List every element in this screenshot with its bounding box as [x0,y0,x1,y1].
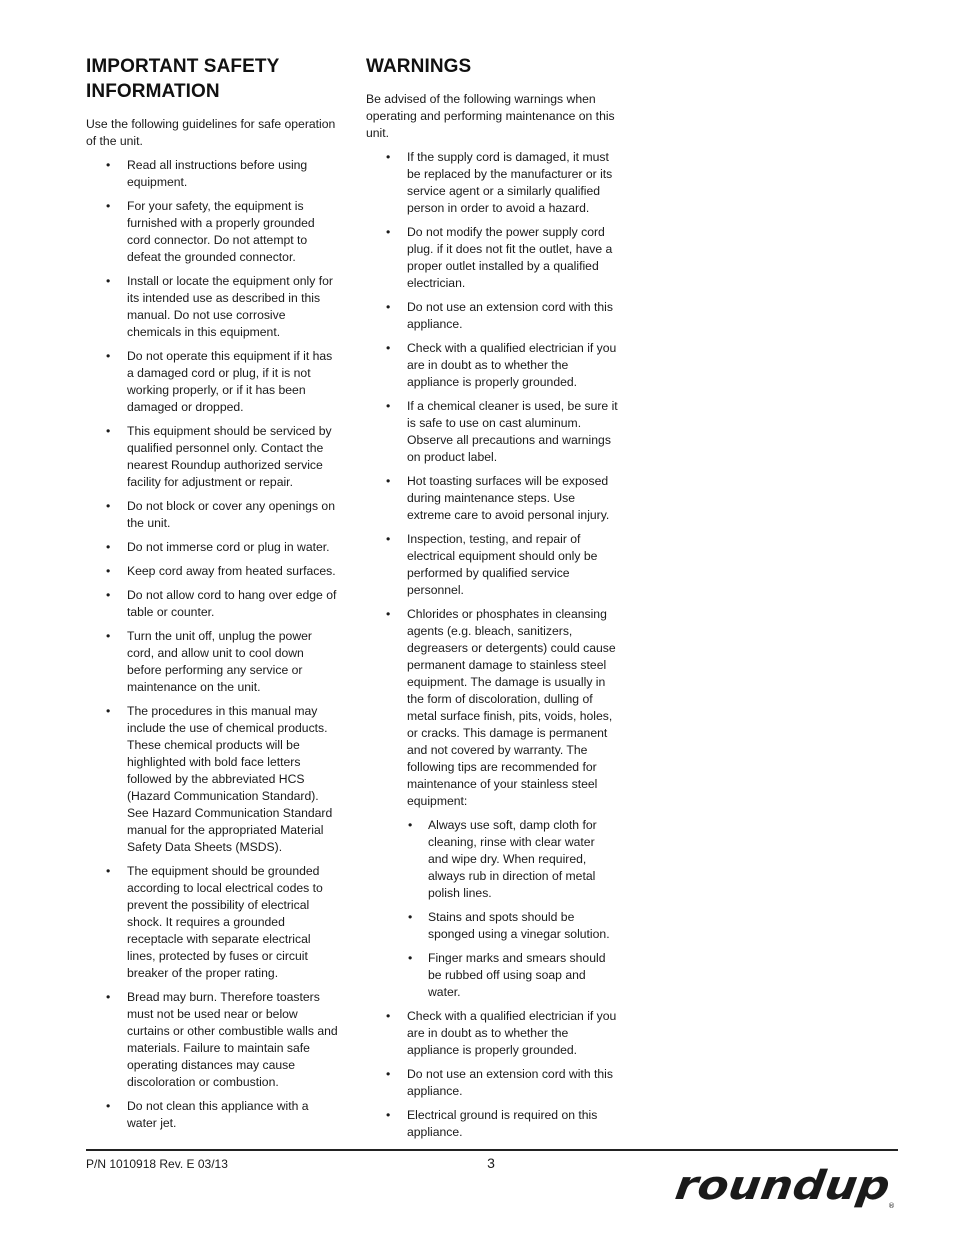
list-item: • Inspection, testing, and repair of electrical equipment should only be performed by qualified service personnel. [366,531,618,599]
logo-wordmark: roundup [672,1163,869,1209]
list-item: • Electrical ground is required on this appliance. [366,1107,618,1141]
list-item: • This equipment should be serviced by qualified personnel only. Contact the nearest Roundup authorized service facility for adjustment or repair. [86,423,338,491]
safety-list [86,157,338,1132]
list-item: • Hot toasting surfaces will be exposed during maintenance steps. Use extreme care to avoid personal injury. [366,473,618,524]
list-item: • Read all instructions before using equipment. [86,157,338,191]
list-item: • Install or locate the equipment only for its intended use as described in this manual. Do not use corrosive chemicals in this equipment. [86,273,338,341]
right-column [366,54,618,1148]
warnings-list [366,149,618,1141]
list-item: • For your safety, the equipment is furnished with a properly grounded cord connector. Do not attempt to defeat the grounded connector. [86,198,338,266]
list-item: • Do not use an extension cord with this appliance. [366,299,618,333]
footer-divider [86,1149,898,1151]
logo-registered-mark: ® [888,1202,895,1210]
list-item: • Keep cord away from heated surfaces. [86,563,338,580]
list-item: • The procedures in this manual may include the use of chemical products. These chemical products will be highlighted with bold face letters followed by the abbreviated HCS (Hazard Communication Standard). See Hazard Communication Standard manual for the appropriated Material Safety Data Sheets (MSDS). [86,703,338,856]
list-item: • Do not immerse cord or plug in water. [86,539,338,556]
left-column [86,54,338,1139]
safety-heading: IMPORTANT SAFETY INFORMATION [86,56,280,102]
list-item: • Check with a qualified electrician if you are in doubt as to whether the appliance is properly grounded. [366,1008,618,1059]
list-item: • Do not clean this appliance with a water jet. [86,1098,338,1132]
list-item: • Check with a qualified electrician if you are in doubt as to whether the appliance is properly grounded. [366,340,618,391]
list-item: • Do not use an extension cord with this appliance. [366,1066,618,1100]
list-item: • Do not modify the power supply cord plug. if it does not fit the outlet, have a proper outlet installed by a qualified electrician. [366,224,618,292]
list-item: • Do not operate this equipment if it has a damaged cord or plug, if it is not working properly, or if it has been damaged or dropped. [86,348,338,416]
list-item: • Do not allow cord to hang over edge of table or counter. [86,587,338,621]
list-item-stainless [366,606,618,1001]
safety-intro: Use the following guidelines for safe operation of the unit. [86,117,336,148]
sub-list-item: • Finger marks and smears should be rubbed off using soap and water. [407,950,618,1001]
stainless-tips-list [407,817,618,1001]
list-item: • Turn the unit off, unplug the power cord, and allow unit to cool down before performing any service or maintenance on the unit. [86,628,338,696]
page-number: 3 [487,1155,495,1171]
part-number: P/N 1010918 Rev. E 03/13 [86,1157,228,1171]
sub-list-item: • Always use soft, damp cloth for cleaning, rinse with clear water and wipe dry. When required, always rub in direction of metal polish lines. [407,817,618,902]
stainless-warning-text: Chlorides or phosphates in cleansing agents (e.g. bleach, sanitizers, degreasers or detergents) could cause permanent damage to stainless steel equipment. The damage is usually in the form of discoloration, dulling of metal surface finish, pits, voids, holes, or cracks. This damage is permanent and not covered by warranty. The following tips are recommended for maintenance of your stainless steel equipment: [407,607,616,808]
list-item: • If a chemical cleaner is used, be sure it is safe to use on cast aluminum. Observe all precautions and warnings on product label. [366,398,618,466]
list-item: • If the supply cord is damaged, it must be replaced by the manufacturer or its service agent or a similarly qualified person in order to avoid a hazard. [366,149,618,217]
list-item: • Do not block or cover any openings on the unit. [86,498,338,532]
sub-list-item: • Stains and spots should be sponged using a vinegar solution. [407,909,618,943]
list-item: • Bread may burn. Therefore toasters must not be used near or below curtains or other combustible walls and materials. Failure to maintain safe operating distances may cause discoloration or combustion. [86,989,338,1091]
warnings-intro: Be advised of the following warnings when operating and performing maintenance on this unit. [366,92,615,140]
warnings-heading: WARNINGS [366,56,472,77]
list-item: • The equipment should be grounded according to local electrical codes to prevent the possibility of electrical shock. It requires a grounded receptacle with separate electrical lines, protected by fuses or circuit breaker of the proper rating. [86,863,338,982]
roundup-logo [672,1162,898,1210]
